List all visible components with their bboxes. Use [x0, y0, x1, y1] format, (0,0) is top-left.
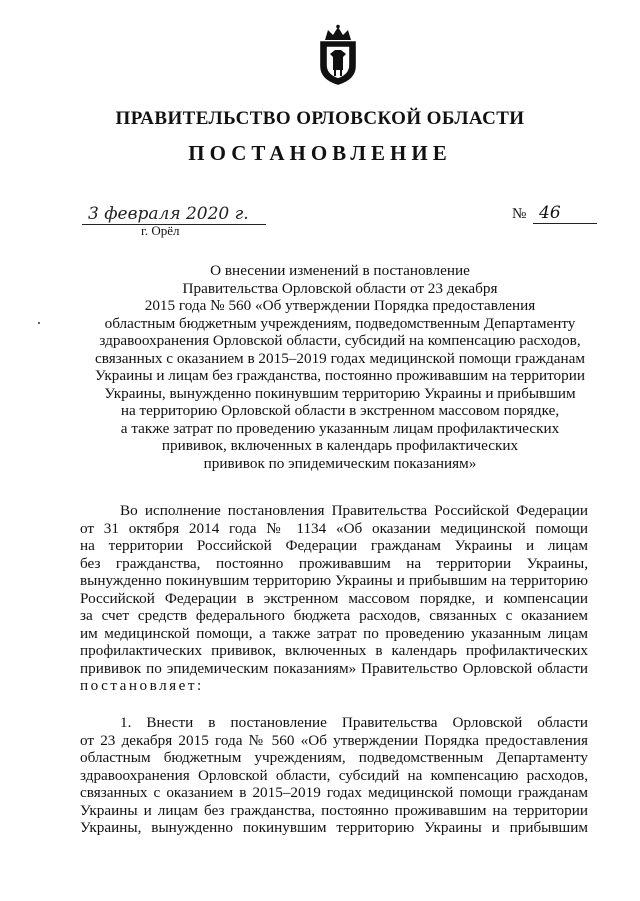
document-date: 3 февраля 2020 г.	[82, 204, 266, 225]
paragraph-line: областным бюджетным учреждениям, подведомственным Департаменту	[80, 749, 588, 766]
paragraph-line: Во исполнение постановления Правительства Российской Федерации	[120, 502, 588, 519]
paragraph-line: Украины, вынужденно покинувшим территорию Украины и прибывшим	[80, 819, 588, 836]
paragraph-line: связанных с оказанием в 2015–2019 годах медицинской помощи гражданам	[80, 784, 588, 801]
paragraph-line: от 31 октября 2014 года № 1134 «Об оказании медицинской помощи	[80, 519, 588, 537]
coat-of-arms-emblem	[313, 24, 363, 86]
paragraph-line: профилактических прививок, включенных в календарь профилактических	[80, 642, 588, 659]
subject-line: на территорию Орловской области в экстренном массовом порядке,	[120, 402, 560, 419]
subject-line: областным бюджетным учреждениям, подведомственным Департаменту	[104, 314, 576, 332]
paragraph-line: от 23 декабря 2015 года № 560 «Об утверждении Порядка предоставления	[80, 731, 588, 749]
scan-mark	[38, 322, 40, 324]
document-type-heading: ПОСТАНОВЛЕНИЕ	[188, 141, 452, 165]
document-number: 46	[533, 203, 597, 224]
paragraph-line: прививок по эпидемическим показаниям» Правительство Орловской области	[80, 659, 588, 677]
paragraph-line: за счет средств федерального бюджета расходов, связанных с оказанием	[80, 607, 588, 624]
paragraph-line: им медицинской помощи, а также затрат по проведению указанным лицам	[80, 624, 588, 642]
subject-line: прививок, включенных в календарь профилактических	[161, 437, 519, 454]
paragraph-line: здравоохранения Орловской области, субсидий на компенсацию расходов,	[80, 766, 588, 784]
clause-1-paragraph	[80, 714, 588, 837]
paragraph-line: на территории Российской Федерации гражданам Украины и лицам	[80, 537, 588, 554]
paragraph-line: без гражданства, постоянно проживавшим на территории Украины,	[80, 554, 588, 572]
document-subject	[60, 262, 620, 472]
subject-line: прививок по эпидемическим показаниям»	[203, 454, 477, 472]
subject-line: 2015 года № 560 «Об утверждении Порядка предоставления	[144, 297, 536, 314]
paragraph-line: вынужденно покинувшим территорию Украины и прибывшим на территорию	[80, 572, 588, 589]
paragraph-line: 1. Внести в постановление Правительства Орловской области	[120, 714, 588, 731]
subject-line: Правительства Орловской области от 23 декабря	[182, 279, 498, 297]
subject-line: связанных с оказанием в 2015–2019 годах медицинской помощи гражданам	[95, 349, 585, 367]
paragraph-line: Российской Федерации в экстренном массовом порядке, и компенсации	[80, 589, 588, 607]
subject-line: здравоохранения Орловской области, субсидий на компенсацию расходов,	[99, 332, 581, 349]
subject-line: О внесении изменений в постановление	[210, 262, 470, 279]
document-city: г. Орёл	[141, 223, 180, 238]
subject-line: Украины и лицам без гражданства, постоянно проживавшим на территории	[94, 367, 585, 384]
subject-line: а также затрат по проведению указанным лицам профилактических	[120, 419, 560, 437]
document-number-label: №	[512, 206, 527, 222]
government-title: ПРАВИТЕЛЬСТВО ОРЛОВСКОЙ ОБЛАСТИ	[115, 108, 525, 129]
paragraph-line-resolves: постановляет:	[80, 677, 204, 694]
paragraph-line: Украины и лицам без гражданства, постоянно проживавшим на территории	[80, 801, 588, 819]
preamble-paragraph	[80, 502, 588, 695]
subject-line: Украины, вынужденно покинувшим территорию Украины и прибывшим	[104, 384, 576, 402]
